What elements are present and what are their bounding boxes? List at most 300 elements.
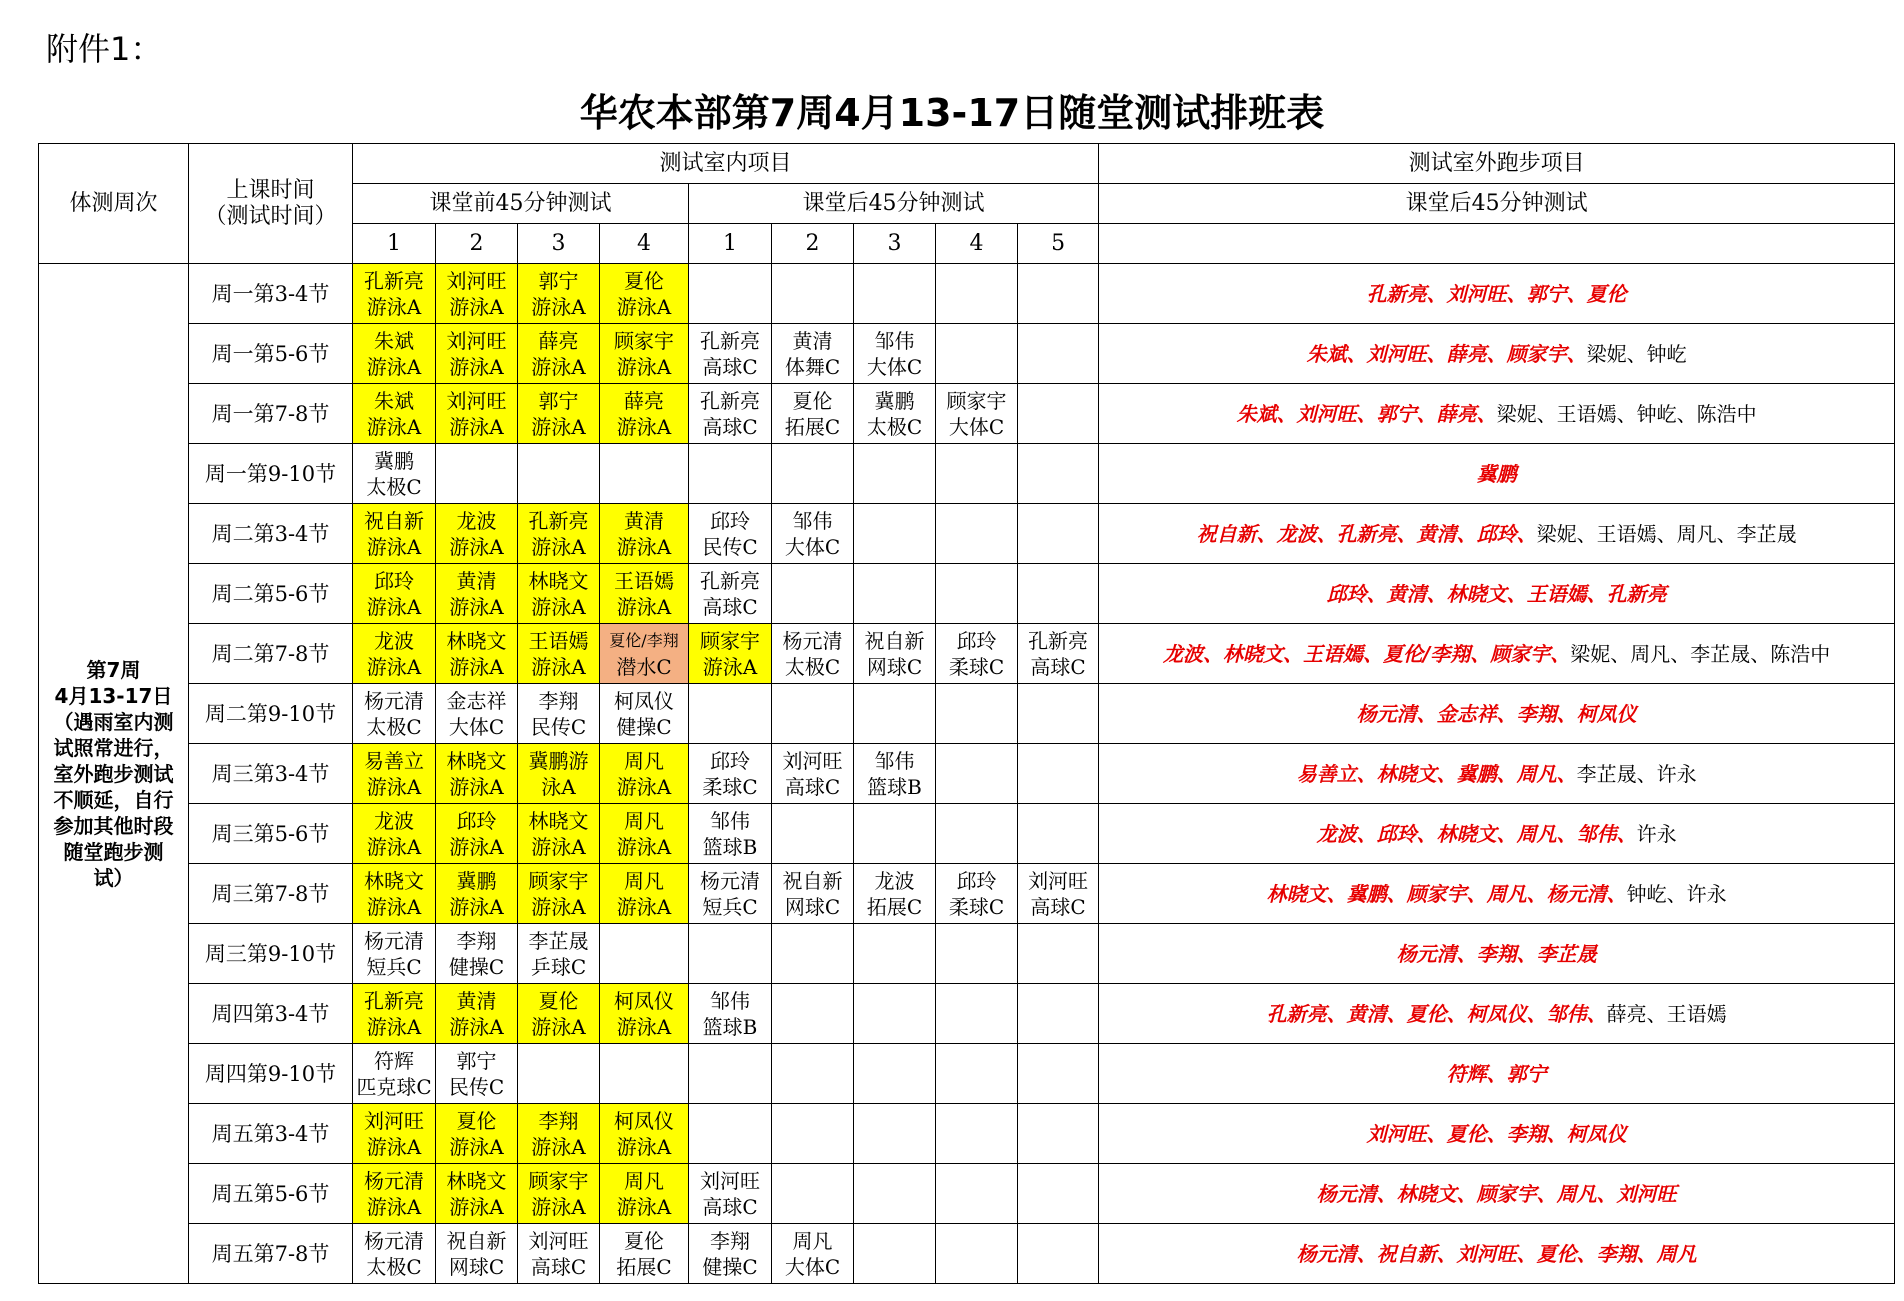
header-outdoor-after-class: 课堂后45分钟测试 <box>1099 184 1895 224</box>
before-class-slot-cell <box>436 804 518 864</box>
before-class-slot-cell <box>518 684 600 744</box>
after-class-slot-cell <box>854 324 936 384</box>
header-slot-number: 5 <box>1018 224 1099 264</box>
after-class-slot-cell <box>772 1224 854 1284</box>
after-class-slot-cell <box>936 444 1018 504</box>
course-project: 游泳A <box>449 774 504 799</box>
student-name: 林晓文 <box>528 568 589 593</box>
student-name: 邹伟 <box>792 508 833 533</box>
student-name: 顾家宇 <box>700 628 760 653</box>
before-class-slot-cell <box>353 1104 436 1164</box>
before-class-slot-cell <box>600 864 689 924</box>
before-class-slot-cell <box>518 324 600 384</box>
schedule-row <box>39 924 1895 984</box>
outdoor-student-name: 陈浩中 <box>1696 401 1757 426</box>
after-class-slot-cell <box>1018 564 1099 624</box>
student-name: 林晓文 <box>446 748 507 773</box>
course-project: 游泳A <box>531 1014 586 1039</box>
name-separator: 、 <box>1256 521 1277 546</box>
student-name: 林晓文 <box>528 808 589 833</box>
outdoor-student-name: 梁妮 <box>1586 341 1627 366</box>
name-separator: 、 <box>1356 821 1377 846</box>
student-name: 朱斌 <box>374 328 414 353</box>
before-class-slot-cell <box>436 684 518 744</box>
after-class-slot-cell <box>1018 504 1099 564</box>
before-class-slot-cell <box>518 444 600 504</box>
name-separator: 、 <box>1436 761 1457 786</box>
outdoor-student-name: 易善立 <box>1296 761 1357 786</box>
outdoor-student-name: 杨元清 <box>1546 881 1607 906</box>
name-separator: 、 <box>1556 701 1577 726</box>
name-separator: 、 <box>1636 761 1657 786</box>
outdoor-student-name: 李翔 <box>1596 1241 1637 1266</box>
course-project: 游泳A <box>366 1014 422 1039</box>
student-name: 柯凤仪 <box>614 988 674 1013</box>
student-name: 邱玲 <box>374 568 414 593</box>
course-project: 游泳A <box>616 534 672 559</box>
after-class-slot-cell <box>772 804 854 864</box>
student-name: 冀鹏 <box>874 388 915 413</box>
name-separator: 、 <box>1586 1001 1607 1026</box>
outdoor-run-cell <box>1099 924 1895 984</box>
outdoor-run-cell <box>1099 504 1895 564</box>
before-class-slot-cell <box>518 804 600 864</box>
outdoor-student-name: 邱玲 <box>1476 521 1517 546</box>
name-separator: 、 <box>1506 281 1527 306</box>
header-outdoor: 测试室外跑步项目 <box>1099 144 1895 184</box>
student-name: 夏伦 <box>538 988 579 1013</box>
before-class-slot-cell <box>518 624 600 684</box>
schedule-row <box>39 1164 1895 1224</box>
header-time-line-2: （测试时间） <box>204 203 337 229</box>
student-name: 邱玲 <box>956 868 997 893</box>
student-name: 夏伦 <box>456 1108 497 1133</box>
outdoor-student-name: 王语嫣 <box>1666 1001 1727 1026</box>
after-class-slot-cell <box>689 684 772 744</box>
before-class-slot-cell <box>518 924 600 984</box>
before-class-slot-cell <box>436 1224 518 1284</box>
course-project: 游泳A <box>449 594 504 619</box>
student-name: 王语嫣 <box>528 628 589 653</box>
course-project: 游泳A <box>616 774 672 799</box>
header-slot-number: 4 <box>600 224 689 264</box>
course-project: 游泳A <box>531 1194 586 1219</box>
before-class-slot-cell <box>600 444 689 504</box>
name-separator: 、 <box>1436 1241 1457 1266</box>
before-class-slot-cell <box>353 984 436 1044</box>
outdoor-student-name: 黄清 <box>1346 1001 1387 1026</box>
outdoor-student-name: 龙波 <box>1162 641 1203 666</box>
outdoor-student-name: 冀鹏 <box>1346 881 1387 906</box>
course-project: 游泳A <box>366 594 422 619</box>
outdoor-run-cell <box>1099 384 1895 444</box>
student-name: 顾家宇 <box>528 1168 589 1193</box>
student-name: 林晓文 <box>364 868 424 893</box>
course-project: 游泳A <box>531 354 586 379</box>
name-separator: 、 <box>1636 1241 1657 1266</box>
student-name: 冀鹏 <box>374 448 414 473</box>
name-separator: 、 <box>1362 641 1383 666</box>
course-project: 网球C <box>448 1254 505 1279</box>
name-separator: 、 <box>1626 341 1647 366</box>
student-name: 周凡 <box>624 1168 664 1193</box>
course-project: 游泳A <box>449 654 504 679</box>
student-name: 邱玲 <box>710 508 750 533</box>
before-class-slot-cell <box>518 1164 600 1224</box>
course-project: 潜水C <box>616 654 672 679</box>
student-name: 邹伟 <box>874 748 915 773</box>
student-name: 周凡 <box>792 1228 833 1253</box>
name-separator: 、 <box>1576 521 1597 546</box>
week-info-line: 室外跑步测试 <box>53 761 174 786</box>
course-project: 游泳A <box>449 294 504 319</box>
before-class-slot-cell <box>353 504 436 564</box>
after-class-slot-cell <box>936 564 1018 624</box>
name-separator: 、 <box>1750 641 1771 666</box>
after-class-slot-cell <box>772 924 854 984</box>
name-separator: 、 <box>1610 641 1631 666</box>
student-name: 郭宁 <box>538 388 579 413</box>
outdoor-student-name: 黄清 <box>1386 581 1427 606</box>
outdoor-run-cell <box>1099 324 1895 384</box>
outdoor-student-name: 夏伦/李翔 <box>1382 641 1471 666</box>
after-class-slot-cell <box>936 684 1018 744</box>
name-separator: 、 <box>1496 821 1517 846</box>
name-separator: 、 <box>1456 1181 1477 1206</box>
outdoor-student-name: 刘河旺 <box>1366 341 1427 366</box>
course-project: 太极C <box>366 714 422 739</box>
outdoor-student-name: 邹伟 <box>1576 821 1617 846</box>
after-class-slot-cell <box>854 1224 936 1284</box>
outdoor-run-cell <box>1099 264 1895 324</box>
outdoor-run-cell <box>1099 444 1895 504</box>
name-separator: 、 <box>1670 641 1691 666</box>
student-name: 刘河旺 <box>1028 868 1089 893</box>
after-class-slot-cell <box>1018 1164 1099 1224</box>
name-separator: 、 <box>1606 881 1627 906</box>
header-indoor: 测试室内项目 <box>353 144 1099 184</box>
name-separator: 、 <box>1470 641 1491 666</box>
name-separator: 、 <box>1426 341 1447 366</box>
outdoor-student-name: 王语嫣 <box>1302 641 1363 666</box>
class-time-cell: 周五第3-4节 <box>189 1104 353 1164</box>
student-name: 黄清 <box>624 508 664 533</box>
outdoor-student-name: 许永 <box>1686 881 1727 906</box>
week-info-line: 不顺延，自行 <box>53 787 174 812</box>
after-class-slot-cell <box>772 864 854 924</box>
schedule-row <box>39 504 1895 564</box>
student-name: 杨元清 <box>364 928 424 953</box>
name-separator: 、 <box>1516 521 1537 546</box>
student-name: 祝自新 <box>864 628 925 653</box>
class-time-cell: 周五第5-6节 <box>189 1164 353 1224</box>
course-project: 高球C <box>702 414 758 439</box>
before-class-slot-cell <box>436 264 518 324</box>
student-name: 林晓文 <box>446 1168 507 1193</box>
after-class-slot-cell <box>689 1164 772 1224</box>
class-time-cell: 周三第3-4节 <box>189 744 353 804</box>
course-project: 网球C <box>866 654 923 679</box>
class-time-cell: 周二第5-6节 <box>189 564 353 624</box>
after-class-slot-cell <box>689 1224 772 1284</box>
outdoor-student-name: 祝自新 <box>1196 521 1257 546</box>
before-class-slot-cell <box>436 624 518 684</box>
student-name: 祝自新 <box>446 1228 507 1253</box>
course-project: 游泳A <box>616 894 672 919</box>
outdoor-student-name: 刘河旺 <box>1296 401 1357 426</box>
student-name: 夏伦 <box>624 268 664 293</box>
before-class-slot-cell <box>600 804 689 864</box>
student-name: 邹伟 <box>710 808 750 833</box>
name-separator: 、 <box>1386 881 1407 906</box>
after-class-slot-cell <box>1018 324 1099 384</box>
course-project: 游泳A <box>366 654 422 679</box>
student-name: 黄清 <box>792 328 833 353</box>
course-project: 太极C <box>366 1254 422 1279</box>
name-separator: 、 <box>1586 581 1607 606</box>
week-info-cell <box>39 264 189 1284</box>
name-separator: 、 <box>1376 1181 1397 1206</box>
course-project: 游泳A <box>449 894 504 919</box>
student-name: 夏伦/李翔 <box>609 630 679 650</box>
schedule-row <box>39 864 1895 924</box>
course-project: 游泳A <box>366 1134 422 1159</box>
student-name: 黄清 <box>456 988 497 1013</box>
outdoor-run-cell <box>1099 984 1895 1044</box>
before-class-slot-cell <box>436 744 518 804</box>
outdoor-run-cell <box>1099 804 1895 864</box>
class-time-cell: 周二第9-10节 <box>189 684 353 744</box>
before-class-slot-cell <box>353 864 436 924</box>
student-name: 夏伦 <box>792 388 833 413</box>
outdoor-student-name: 柯凤仪 <box>1566 1121 1627 1146</box>
outdoor-student-name: 梁妮 <box>1496 401 1537 426</box>
after-class-slot-cell <box>1018 804 1099 864</box>
after-class-slot-cell <box>936 1044 1018 1104</box>
after-class-slot-cell <box>936 324 1018 384</box>
course-project: 游泳A <box>449 834 504 859</box>
name-separator: 、 <box>1416 401 1437 426</box>
name-separator: 、 <box>1396 521 1417 546</box>
course-project: 体舞C <box>784 354 841 379</box>
header-time-line-1: 上课时间 <box>226 177 315 203</box>
outdoor-student-name: 邹伟 <box>1546 1001 1587 1026</box>
outdoor-student-name: 李芷晟 <box>1576 761 1637 786</box>
header-slot-number: 3 <box>518 224 600 264</box>
outdoor-student-name: 李翔 <box>1516 701 1557 726</box>
after-class-slot-cell <box>689 444 772 504</box>
outdoor-student-name: 钟屹 <box>1646 341 1687 366</box>
header-slot-number: 2 <box>772 224 854 264</box>
outdoor-student-name: 王语嫣 <box>1526 581 1587 606</box>
after-class-slot-cell <box>1018 984 1099 1044</box>
outdoor-student-name: 黄清 <box>1416 521 1457 546</box>
before-class-slot-cell <box>353 744 436 804</box>
outdoor-student-name: 林晓文 <box>1376 761 1437 786</box>
course-project: 匹克球C <box>356 1074 432 1099</box>
name-separator: 、 <box>1316 521 1337 546</box>
after-class-slot-cell <box>772 324 854 384</box>
course-project: 游泳A <box>702 654 758 679</box>
outdoor-student-name: 顾家宇 <box>1490 641 1551 666</box>
student-name: 孔新亮 <box>364 988 424 1013</box>
outdoor-student-name: 郭宁 <box>1376 401 1417 426</box>
outdoor-student-name: 杨元清 <box>1396 941 1457 966</box>
course-project: 游泳A <box>531 894 586 919</box>
before-class-slot-cell <box>436 504 518 564</box>
outdoor-student-name: 许永 <box>1656 761 1697 786</box>
header-slot-number: 1 <box>353 224 436 264</box>
after-class-slot-cell <box>854 744 936 804</box>
before-class-slot-cell <box>600 924 689 984</box>
after-class-slot-cell <box>689 384 772 444</box>
before-class-slot-cell <box>600 744 689 804</box>
before-class-slot-cell <box>518 744 600 804</box>
after-class-slot-cell <box>854 444 936 504</box>
name-separator: 、 <box>1676 401 1697 426</box>
after-class-slot-cell <box>772 984 854 1044</box>
outdoor-student-name: 祝自新 <box>1376 1241 1437 1266</box>
course-project: 游泳A <box>449 1014 504 1039</box>
outdoor-student-name: 刘河旺 <box>1446 281 1507 306</box>
outdoor-student-name: 刘河旺 <box>1456 1241 1517 1266</box>
after-class-slot-cell <box>854 924 936 984</box>
before-class-slot-cell <box>436 1164 518 1224</box>
outdoor-student-name: 李芷晟 <box>1736 521 1797 546</box>
name-separator: 、 <box>1486 341 1507 366</box>
student-name: 刘河旺 <box>446 268 507 293</box>
before-class-slot-cell <box>353 1044 436 1104</box>
after-class-slot-cell <box>936 1104 1018 1164</box>
after-class-slot-cell <box>772 1104 854 1164</box>
course-project: 游泳A <box>366 834 422 859</box>
name-separator: 、 <box>1616 401 1637 426</box>
after-class-slot-cell <box>854 624 936 684</box>
after-class-slot-cell <box>772 624 854 684</box>
name-separator: 、 <box>1326 1001 1347 1026</box>
name-separator: 、 <box>1550 641 1571 666</box>
after-class-slot-cell <box>854 564 936 624</box>
after-class-slot-cell <box>1018 744 1099 804</box>
outdoor-student-name: 杨元清 <box>1356 701 1417 726</box>
schedule-row <box>39 684 1895 744</box>
name-separator: 、 <box>1526 881 1547 906</box>
name-separator: 、 <box>1346 341 1367 366</box>
student-name: 顾家宇 <box>946 388 1007 413</box>
before-class-slot-cell <box>436 564 518 624</box>
outdoor-student-name: 杨元清 <box>1296 1241 1357 1266</box>
student-name: 邱玲 <box>456 808 497 833</box>
student-name: 孔新亮 <box>700 568 760 593</box>
after-class-slot-cell <box>936 924 1018 984</box>
after-class-slot-cell <box>772 1164 854 1224</box>
name-separator: 、 <box>1716 521 1737 546</box>
course-project: 游泳A <box>366 294 422 319</box>
header-slot-number: 2 <box>436 224 518 264</box>
after-class-slot-cell <box>1018 924 1099 984</box>
name-separator: 、 <box>1356 401 1377 426</box>
course-project: 泳A <box>541 774 576 799</box>
outdoor-student-name: 林晓文 <box>1446 581 1507 606</box>
outdoor-student-name: 夏伦 <box>1586 281 1627 306</box>
outdoor-run-cell <box>1099 684 1895 744</box>
name-separator: 、 <box>1536 401 1557 426</box>
class-time-cell: 周一第5-6节 <box>189 324 353 384</box>
schedule-row <box>39 444 1895 504</box>
name-separator: 、 <box>1516 1241 1537 1266</box>
after-class-slot-cell <box>854 1164 936 1224</box>
outdoor-student-name: 夏伦 <box>1446 1121 1487 1146</box>
after-class-slot-cell <box>689 504 772 564</box>
after-class-slot-cell <box>936 984 1018 1044</box>
outdoor-student-name: 冀鹏 <box>1476 461 1517 486</box>
name-separator: 、 <box>1486 1121 1507 1146</box>
after-class-slot-cell <box>772 1044 854 1104</box>
page-title: 华农本部第7周4月13-17日随堂测试排班表 <box>579 91 1325 135</box>
after-class-slot-cell <box>854 504 936 564</box>
student-name: 李芷晟 <box>528 928 589 953</box>
outdoor-student-name: 孔新亮 <box>1366 281 1427 306</box>
name-separator: 、 <box>1566 281 1587 306</box>
after-class-slot-cell <box>772 684 854 744</box>
name-separator: 、 <box>1426 581 1447 606</box>
name-separator: 、 <box>1526 1001 1547 1026</box>
student-name: 孔新亮 <box>700 388 760 413</box>
outdoor-student-name: 柯凤仪 <box>1576 701 1637 726</box>
course-project: 乒球C <box>530 954 587 979</box>
attachment-label: 附件1： <box>46 30 163 68</box>
after-class-slot-cell <box>936 1224 1018 1284</box>
after-class-slot-cell <box>854 1104 936 1164</box>
name-separator: 、 <box>1276 401 1297 426</box>
after-class-slot-cell <box>936 864 1018 924</box>
name-separator: 、 <box>1202 641 1223 666</box>
course-project: 游泳A <box>366 894 422 919</box>
student-name: 夏伦 <box>624 1228 664 1253</box>
course-project: 游泳A <box>449 414 504 439</box>
outdoor-student-name: 邱玲 <box>1376 821 1417 846</box>
after-class-slot-cell <box>854 864 936 924</box>
before-class-slot-cell <box>600 1104 689 1164</box>
student-name: 周凡 <box>624 868 664 893</box>
header-time-cell <box>189 144 353 264</box>
name-separator: 、 <box>1446 1001 1467 1026</box>
name-separator: 、 <box>1546 1121 1567 1146</box>
after-class-slot-cell <box>854 684 936 744</box>
outdoor-student-name: 李翔 <box>1506 1121 1547 1146</box>
after-class-slot-cell <box>1018 444 1099 504</box>
name-separator: 、 <box>1656 521 1677 546</box>
outdoor-student-name: 周凡 <box>1556 1181 1597 1206</box>
name-separator: 、 <box>1282 641 1303 666</box>
before-class-slot-cell <box>518 564 600 624</box>
name-separator: 、 <box>1456 521 1477 546</box>
after-class-slot-cell <box>936 384 1018 444</box>
name-separator: 、 <box>1646 1001 1667 1026</box>
student-name: 李翔 <box>538 688 579 713</box>
student-name: 孔新亮 <box>1028 628 1089 653</box>
after-class-slot-cell <box>772 744 854 804</box>
course-project: 游泳A <box>449 534 504 559</box>
after-class-slot-cell <box>936 504 1018 564</box>
after-class-slot-cell <box>772 564 854 624</box>
course-project: 游泳A <box>366 414 422 439</box>
outdoor-student-name: 孔新亮 <box>1266 1001 1327 1026</box>
course-project: 大体C <box>948 414 1005 439</box>
student-name: 祝自新 <box>782 868 843 893</box>
course-project: 民传C <box>702 534 758 559</box>
course-project: 篮球B <box>867 774 922 799</box>
